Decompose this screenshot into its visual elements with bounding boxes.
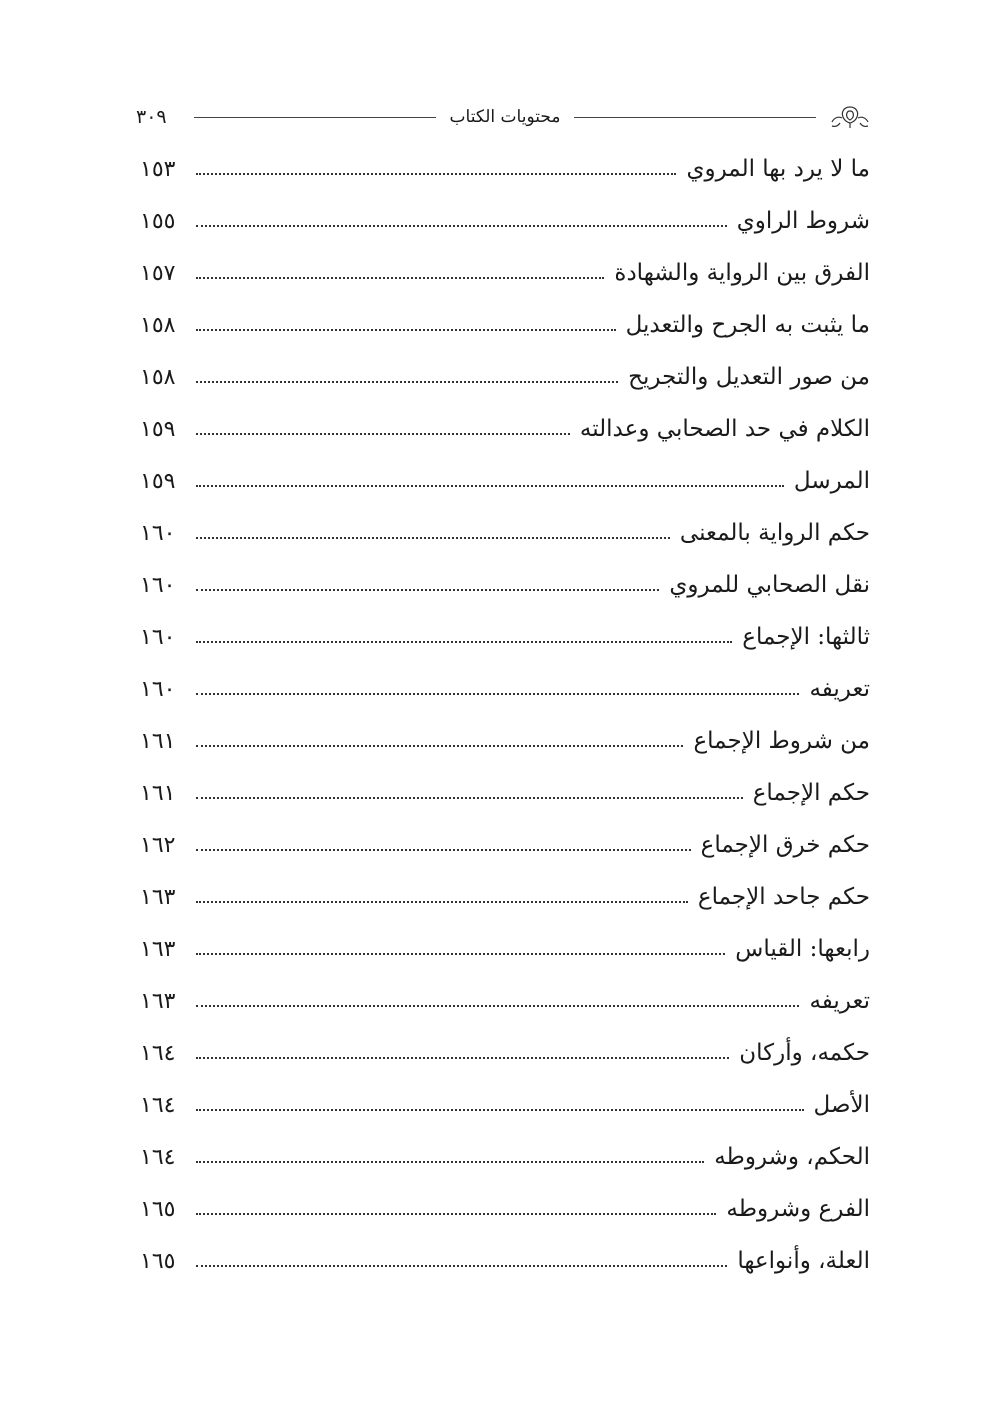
toc-entry-title: شروط الراوي bbox=[736, 208, 870, 234]
toc-entry bbox=[140, 871, 870, 923]
toc-entry-page: ١٦٠ bbox=[140, 520, 176, 546]
toc-entry-page: ١٥٧ bbox=[140, 260, 176, 286]
page-header bbox=[136, 100, 870, 134]
toc-entry-title: الفرق بين الرواية والشهادة bbox=[614, 260, 870, 286]
toc-entry bbox=[140, 975, 870, 1027]
toc-entry-page: ١٦٥ bbox=[140, 1196, 176, 1222]
toc-entry-page: ١٦٤ bbox=[140, 1092, 176, 1118]
toc-leader-dots bbox=[196, 1265, 727, 1267]
toc-entry bbox=[140, 299, 870, 351]
header-rule-left bbox=[194, 117, 436, 118]
toc-leader-dots bbox=[196, 433, 570, 435]
toc-entry bbox=[140, 195, 870, 247]
toc-entry bbox=[140, 1235, 870, 1287]
toc-entry bbox=[140, 1131, 870, 1183]
toc-entry bbox=[140, 819, 870, 871]
toc-leader-dots bbox=[196, 277, 604, 279]
toc-entry-page: ١٥٩ bbox=[140, 468, 176, 494]
toc-entry-page: ١٦٣ bbox=[140, 884, 176, 910]
table-of-contents bbox=[140, 143, 870, 1287]
floral-ornament-icon bbox=[830, 104, 870, 130]
header-page-number: ٣٠٩ bbox=[135, 106, 167, 128]
toc-entry bbox=[140, 507, 870, 559]
toc-entry-title: حكم الإجماع bbox=[752, 780, 870, 806]
toc-leader-dots bbox=[196, 225, 727, 227]
toc-leader-dots bbox=[196, 173, 676, 175]
toc-entry bbox=[140, 403, 870, 455]
toc-entry bbox=[140, 143, 870, 195]
toc-leader-dots bbox=[196, 485, 784, 487]
toc-leader-dots bbox=[196, 1057, 729, 1059]
toc-entry bbox=[140, 923, 870, 975]
toc-leader-dots bbox=[196, 797, 743, 799]
toc-entry-page: ١٦٤ bbox=[140, 1040, 176, 1066]
page-title: محتويات الكتاب bbox=[449, 107, 561, 127]
toc-entry-title: ما يثبت به الجرح والتعديل bbox=[625, 312, 870, 338]
toc-entry bbox=[140, 611, 870, 663]
toc-entry-page: ١٦٣ bbox=[140, 936, 176, 962]
header-rule-right bbox=[574, 117, 816, 118]
toc-entry-title: تعريفه bbox=[809, 676, 870, 702]
toc-entry-page: ١٥٨ bbox=[140, 312, 176, 338]
toc-entry-page: ١٦٢ bbox=[140, 832, 176, 858]
toc-entry bbox=[140, 1079, 870, 1131]
toc-leader-dots bbox=[196, 537, 670, 539]
toc-entry bbox=[140, 767, 870, 819]
toc-entry-page: ١٥٩ bbox=[140, 416, 176, 442]
toc-entry-page: ١٦٥ bbox=[140, 1248, 176, 1274]
toc-entry-title: حكم الرواية بالمعنى bbox=[679, 520, 870, 546]
toc-entry bbox=[140, 1183, 870, 1235]
toc-entry bbox=[140, 351, 870, 403]
toc-entry bbox=[140, 247, 870, 299]
toc-entry-title: المرسل bbox=[793, 468, 870, 494]
toc-entry-page: ١٦١ bbox=[140, 780, 176, 806]
toc-entry-page: ١٦١ bbox=[140, 728, 176, 754]
toc-entry-page: ١٥٥ bbox=[140, 208, 176, 234]
toc-entry-title: حكم جاحد الإجماع bbox=[697, 884, 870, 910]
toc-entry bbox=[140, 715, 870, 767]
toc-leader-dots bbox=[196, 329, 616, 331]
toc-leader-dots bbox=[196, 693, 799, 695]
toc-entry-page: ١٦٣ bbox=[140, 988, 176, 1014]
toc-entry-page: ١٥٣ bbox=[140, 156, 176, 182]
toc-entry bbox=[140, 1027, 870, 1079]
toc-leader-dots bbox=[196, 381, 618, 383]
toc-entry-title: العلة، وأنواعها bbox=[737, 1248, 870, 1274]
toc-leader-dots bbox=[196, 641, 732, 643]
toc-leader-dots bbox=[196, 1005, 799, 1007]
toc-entry-title: حكم خرق الإجماع bbox=[700, 832, 870, 858]
toc-entry-title: الأصل bbox=[813, 1092, 870, 1118]
toc-leader-dots bbox=[196, 901, 688, 903]
toc-leader-dots bbox=[196, 953, 725, 955]
toc-entry-title: نقل الصحابي للمروي bbox=[669, 572, 870, 598]
toc-entry-title: من شروط الإجماع bbox=[693, 728, 870, 754]
toc-leader-dots bbox=[196, 1213, 716, 1215]
toc-entry-page: ١٦٤ bbox=[140, 1144, 176, 1170]
toc-entry-title: تعريفه bbox=[809, 988, 870, 1014]
toc-leader-dots bbox=[196, 589, 659, 591]
toc-leader-dots bbox=[196, 1161, 704, 1163]
toc-entry-page: ١٥٨ bbox=[140, 364, 176, 390]
toc-entry-title: ما لا يرد بها المروي bbox=[686, 156, 870, 182]
toc-leader-dots bbox=[196, 849, 691, 851]
toc-leader-dots bbox=[196, 745, 683, 747]
toc-leader-dots bbox=[196, 1109, 804, 1111]
toc-entry-title: رابعها: القياس bbox=[735, 936, 870, 962]
toc-entry-page: ١٦٠ bbox=[140, 572, 176, 598]
toc-entry-title: حكمه، وأركان bbox=[739, 1040, 870, 1066]
toc-entry-page: ١٦٠ bbox=[140, 624, 176, 650]
toc-entry bbox=[140, 559, 870, 611]
toc-entry-title: الحكم، وشروطه bbox=[714, 1144, 870, 1170]
toc-entry-title: الكلام في حد الصحابي وعدالته bbox=[579, 416, 870, 442]
toc-entry-title: ثالثها: الإجماع bbox=[742, 624, 870, 650]
toc-entry-page: ١٦٠ bbox=[140, 676, 176, 702]
toc-entry bbox=[140, 455, 870, 507]
toc-entry-title: من صور التعديل والتجريح bbox=[628, 364, 870, 390]
toc-entry-title: الفرع وشروطه bbox=[726, 1196, 870, 1222]
toc-entry bbox=[140, 663, 870, 715]
